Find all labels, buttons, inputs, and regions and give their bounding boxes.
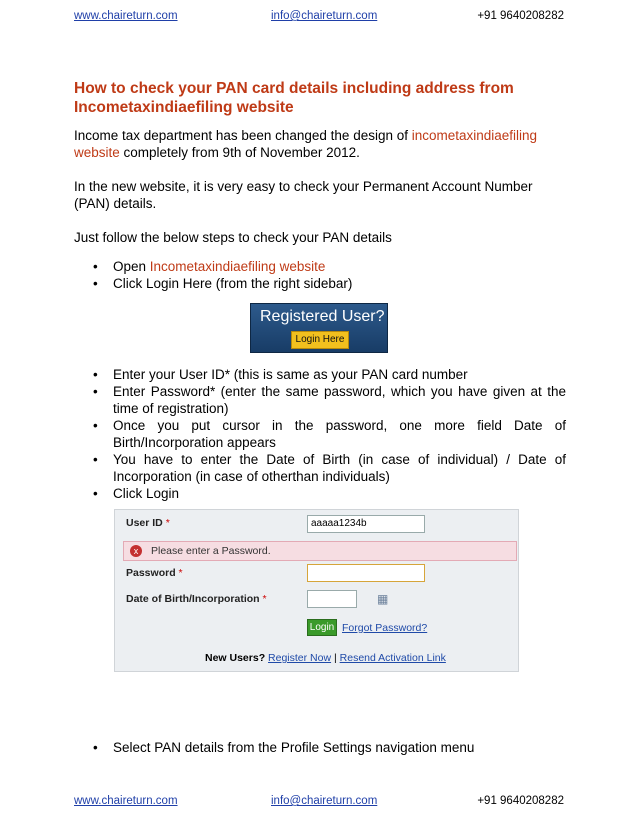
article-title: How to check your PAN card details including address from Incometaxindiaefiling website <box>74 80 514 116</box>
userid-label: User ID * <box>126 517 170 529</box>
step-text: You have to enter the Date of Birth (in case of individual) / Date of Incorporation (in case of otherthan individuals) <box>113 452 566 484</box>
bullet: • <box>93 384 98 399</box>
list-item <box>74 451 566 485</box>
header-site-link[interactable]: www.chaireturn.com <box>74 10 178 22</box>
dob-input[interactable] <box>307 590 357 608</box>
footer-email-link[interactable]: info@chaireturn.com <box>271 795 378 807</box>
error-text: Please enter a Password. <box>151 545 271 557</box>
step-text: Select PAN details from the Profile Settings navigation menu <box>113 740 475 755</box>
intro-text-end: completely from 9th of November 2012. <box>119 145 360 160</box>
bullet: • <box>93 486 98 501</box>
login-here-button[interactable]: Login Here <box>291 331 349 349</box>
step-text: Open <box>113 259 150 274</box>
incometax-site-link[interactable]: incometaxindiaefiling website <box>74 128 538 160</box>
list-item <box>74 275 566 292</box>
new-website-paragraph: In the new website, it is very easy to check your Permanent Account Number (PAN) details. <box>74 179 533 211</box>
list-item <box>74 485 566 502</box>
login-button[interactable]: Login <box>307 619 337 636</box>
page-footer <box>74 793 564 809</box>
list-item <box>74 739 566 756</box>
list-item <box>74 417 566 451</box>
intro-paragraph <box>74 127 566 161</box>
register-now-link[interactable]: Register Now <box>268 652 332 664</box>
step-text: Once you put cursor in the password, one more field Date of Birth/Incorporation appears <box>113 418 566 450</box>
list-item <box>74 366 566 383</box>
step-text: Enter Password* (enter the same password, which you have given at the time of registration) <box>113 384 566 416</box>
steps-list-3 <box>74 739 566 756</box>
bullet: • <box>93 418 98 433</box>
link-separator: | <box>333 652 337 664</box>
steps-list-2 <box>74 366 566 502</box>
header-phone: +91 9640208282 <box>477 10 564 22</box>
password-input[interactable] <box>307 564 425 582</box>
page-header <box>74 8 564 24</box>
new-users-label: New Users? <box>205 652 266 664</box>
header-email-link[interactable]: info@chaireturn.com <box>271 10 378 22</box>
bullet: • <box>93 740 98 755</box>
bullet: • <box>93 367 98 382</box>
step-text: Click Login <box>113 486 180 501</box>
open-site-link[interactable]: Incometaxindiaefiling website <box>149 259 326 274</box>
registered-user-image <box>250 303 388 353</box>
footer-site-link[interactable]: www.chaireturn.com <box>74 795 178 807</box>
forgot-password-link[interactable]: Forgot Password? <box>342 622 428 634</box>
login-form-image <box>114 509 519 672</box>
steps-list-1 <box>74 258 566 292</box>
dob-label: Date of Birth/Incorporation * <box>126 593 267 605</box>
steps-intro-paragraph: Just follow the below steps to check your PAN details <box>74 230 392 245</box>
registered-user-title: Registered User? <box>260 308 385 325</box>
list-item <box>74 258 566 275</box>
bullet: • <box>93 276 98 291</box>
resend-activation-link[interactable]: Resend Activation Link <box>339 652 446 664</box>
userid-input[interactable]: aaaaa1234b <box>307 515 425 533</box>
list-item <box>74 383 566 417</box>
footer-phone: +91 9640208282 <box>477 795 564 807</box>
password-label: Password * <box>126 567 183 579</box>
error-message-row <box>123 541 517 561</box>
step-text: Enter your User ID* (this is same as your PAN card number <box>113 367 468 382</box>
step-text: Click Login Here (from the right sidebar) <box>113 276 353 291</box>
error-icon: x <box>130 545 142 557</box>
bullet: • <box>93 452 98 467</box>
bullet: • <box>93 259 98 274</box>
calendar-icon[interactable]: ▦ <box>377 592 389 606</box>
intro-text: Income tax department has been changed the design of <box>74 128 412 143</box>
new-users-row <box>205 652 446 664</box>
